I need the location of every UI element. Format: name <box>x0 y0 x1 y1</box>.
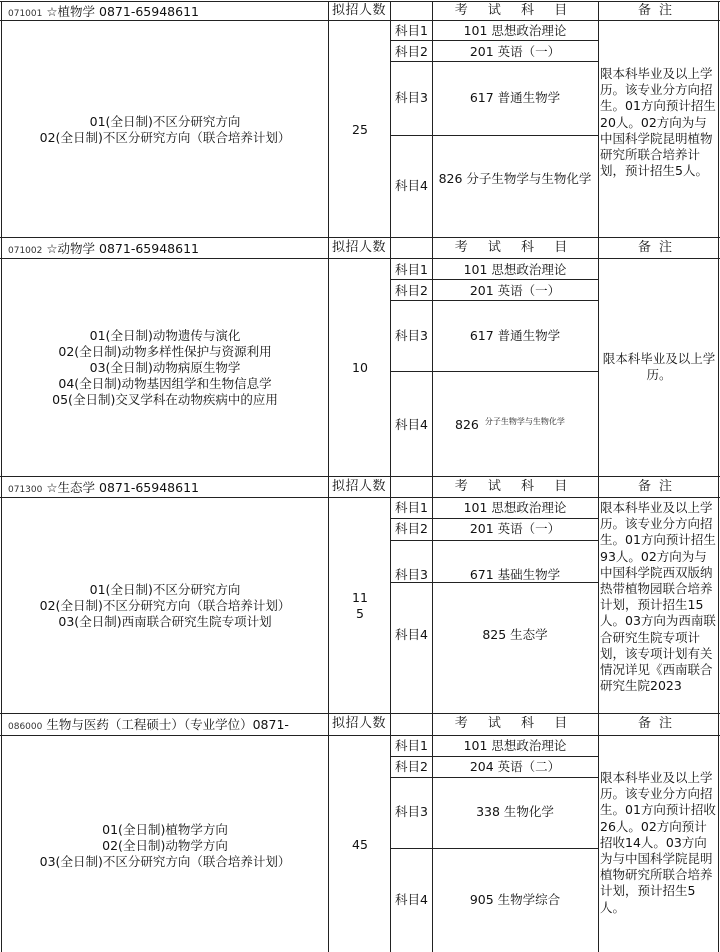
major-code: 071001 <box>8 9 43 19</box>
subject-content: 101 思想政治理论 <box>463 500 567 515</box>
remark-text: 限本科毕业及以上学历。 <box>602 351 716 383</box>
section-title <box>8 480 199 498</box>
subject-content: 201 英语（一） <box>469 521 561 536</box>
subject-content: 101 思想政治理论 <box>463 738 567 753</box>
subject-label: 科目1 <box>395 500 428 515</box>
quota-value: 25 <box>352 122 368 137</box>
remark-text: 限本科毕业及以上学历。该专业分方向招生。01方向预计招收26人。02方向预计招收14人。03方向为与中国科学院昆明植物研究所联合培养计划，预计招生5人。 <box>600 770 716 915</box>
quota-header: 拟招人数 <box>332 240 387 255</box>
subject-label: 科目3 <box>395 90 428 105</box>
direction-item: 03(全日制)动物病原生物学 <box>89 360 241 375</box>
subject-label: 科目3 <box>395 567 428 582</box>
subject-name-small: 分子生物学与生物化学 <box>484 417 565 426</box>
section-title <box>8 4 199 22</box>
subject-content: 617 普通生物学 <box>469 328 561 343</box>
subject-code: 826 <box>455 417 479 432</box>
subject-label: 科目4 <box>395 178 428 193</box>
subject-content: 201 英语（一） <box>469 44 561 59</box>
remark-header: 备注 <box>637 479 680 494</box>
direction-item: 04(全日制)动物基因组学和生物信息学 <box>58 376 272 391</box>
major-title: 生物与医药（工程硕士）（专业学位）0871- <box>46 717 289 732</box>
direction-item: 02(全日制)动物多样性保护与资源利用 <box>58 344 272 359</box>
quota-header: 拟招人数 <box>332 3 387 18</box>
direction-item: 03(全日制)不区分研究方向（联合培养计划） <box>39 854 291 869</box>
remark-header: 备注 <box>637 240 680 255</box>
direction-item: 01(全日制)动物遗传与演化 <box>89 328 241 343</box>
subject-label: 科目4 <box>395 892 428 907</box>
exam-header: 考 试 科 目 <box>454 240 576 255</box>
subject-content: 905 生物学综合 <box>469 892 561 907</box>
subject-label: 科目2 <box>395 44 428 59</box>
subject-label: 科目2 <box>395 759 428 774</box>
subject-label: 科目1 <box>395 738 428 753</box>
direction-item: 03(全日制)西南联合研究生院专项计划 <box>58 614 272 629</box>
remark-header: 备注 <box>637 3 680 18</box>
subject-content: 826 分子生物学与生物化学 <box>438 171 592 186</box>
subject-content: 825 生态学 <box>482 627 548 642</box>
quota-value: 11 <box>352 590 368 605</box>
subject-content: 201 英语（一） <box>469 283 561 298</box>
subject-content: 101 思想政治理论 <box>463 262 567 277</box>
quota-header: 拟招人数 <box>332 716 387 731</box>
direction-item: 01(全日制)植物学方向 <box>102 822 228 837</box>
direction-item: 02(全日制)不区分研究方向（联合培养计划） <box>39 130 291 145</box>
subject-label: 科目4 <box>395 417 428 432</box>
subject-content: 617 普通生物学 <box>469 90 561 105</box>
subject-content: 204 英语（二） <box>469 759 561 774</box>
major-title: ☆植物学 0871-65948611 <box>46 4 199 19</box>
directions-list <box>4 582 326 630</box>
directions-list <box>4 328 326 408</box>
exam-header: 考 试 科 目 <box>454 3 576 18</box>
major-code: 071300 <box>8 485 43 495</box>
subject-label: 科目1 <box>395 262 428 277</box>
major-code: 071002 <box>8 246 43 256</box>
subject-content: 101 思想政治理论 <box>463 23 567 38</box>
quota-value: 5 <box>356 606 364 621</box>
major-code: 086000 <box>8 722 43 732</box>
direction-item: 05(全日制)交叉学科在动物疾病中的应用 <box>52 392 278 407</box>
major-title: ☆生态学 0871-65948611 <box>46 480 199 495</box>
directions-list <box>4 822 326 870</box>
subject-label: 科目3 <box>395 804 428 819</box>
subject-content: 338 生物化学 <box>476 804 554 819</box>
section-title <box>8 717 289 735</box>
subject-content <box>455 417 565 435</box>
remark-header: 备注 <box>637 716 680 731</box>
direction-item: 02(全日制)动物学方向 <box>102 838 228 853</box>
subject-label: 科目3 <box>395 328 428 343</box>
exam-header: 考 试 科 目 <box>454 479 576 494</box>
major-title: ☆动物学 0871-65948611 <box>46 241 199 256</box>
section-title <box>8 241 199 259</box>
remark-text: 限本科毕业及以上学历。该专业分方向招生。01方向预计招生93人。02方向为与中国科学院西双版纳热带植物园联合培养计划，预计招生15人。03方向为西南联合研究生院专项计划，该专项计划有关情况详见《西南联合研究生院2023 <box>600 500 716 694</box>
exam-header: 考 试 科 目 <box>454 716 576 731</box>
subject-label: 科目2 <box>395 283 428 298</box>
quota-value: 45 <box>352 837 368 852</box>
direction-item: 01(全日制)不区分研究方向 <box>89 114 241 129</box>
remark-text: 限本科毕业及以上学历。该专业分方向招生。01方向预计招生20人。02方向为与中国科学院昆明植物研究所联合培养计划，预计招生5人。 <box>600 66 716 179</box>
subject-content: 671 基础生物学 <box>469 567 561 582</box>
subject-label: 科目4 <box>395 627 428 642</box>
subject-label: 科目1 <box>395 23 428 38</box>
direction-item: 01(全日制)不区分研究方向 <box>89 582 241 597</box>
direction-item: 02(全日制)不区分研究方向（联合培养计划） <box>39 598 291 613</box>
subject-label: 科目2 <box>395 521 428 536</box>
quota-value: 10 <box>352 360 368 375</box>
directions-list <box>4 114 326 146</box>
quota-header: 拟招人数 <box>332 479 387 494</box>
